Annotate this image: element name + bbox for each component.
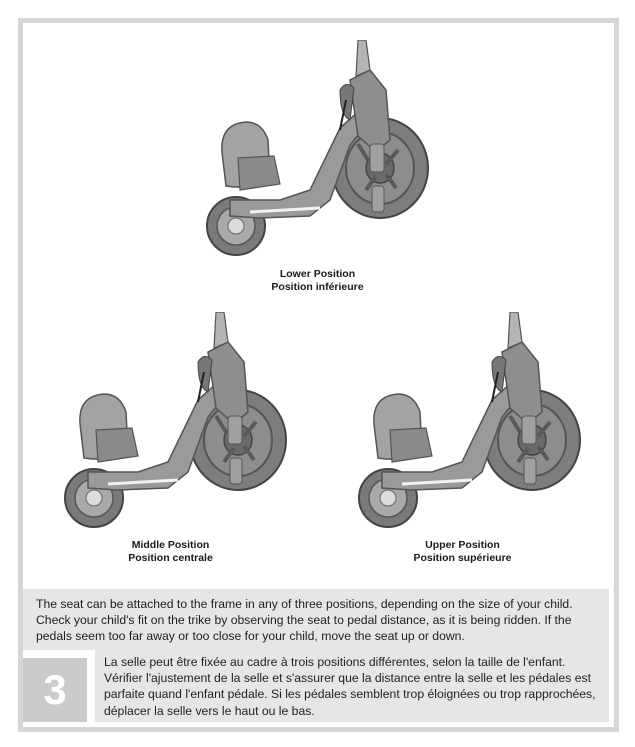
caption-lower-fr: Position inférieure bbox=[271, 281, 364, 293]
caption-middle-position bbox=[103, 539, 238, 565]
instructions-french: La selle peut être fixée au cadre à trois positions différentes, selon la taille de l'enfant. Vérifier l'ajustement de la selle et s'assurer que la distance entre la selle et les pédales est parfaite quand l'enfant pédale. Si les pédales semblent trop éloignées ou trop rapprochées, déplacer la selle vers le haut ou le bas. bbox=[104, 655, 596, 718]
trike-upper-position-illustration bbox=[332, 312, 602, 542]
trike-lower-position-illustration bbox=[180, 40, 450, 270]
trike-middle-position-illustration bbox=[38, 312, 308, 542]
caption-lower-en: Lower Position bbox=[279, 268, 356, 280]
instructions-english: The seat can be attached to the frame in any of three positions, depending on the size of your child. Check your child's fit on the trike by observing the seat to pedal distance, as it is being ridden. If the pedals seem too far away or too close for your child, move the seat up or down. bbox=[36, 597, 573, 644]
caption-upper-position bbox=[395, 539, 530, 565]
caption-middle-en: Middle Position bbox=[131, 539, 210, 551]
step-number-badge: 3 bbox=[23, 658, 87, 722]
caption-middle-fr: Position centrale bbox=[128, 552, 213, 564]
caption-upper-en: Upper Position bbox=[425, 539, 500, 551]
caption-upper-fr: Position supérieure bbox=[413, 552, 512, 564]
caption-lower-position bbox=[250, 268, 385, 294]
